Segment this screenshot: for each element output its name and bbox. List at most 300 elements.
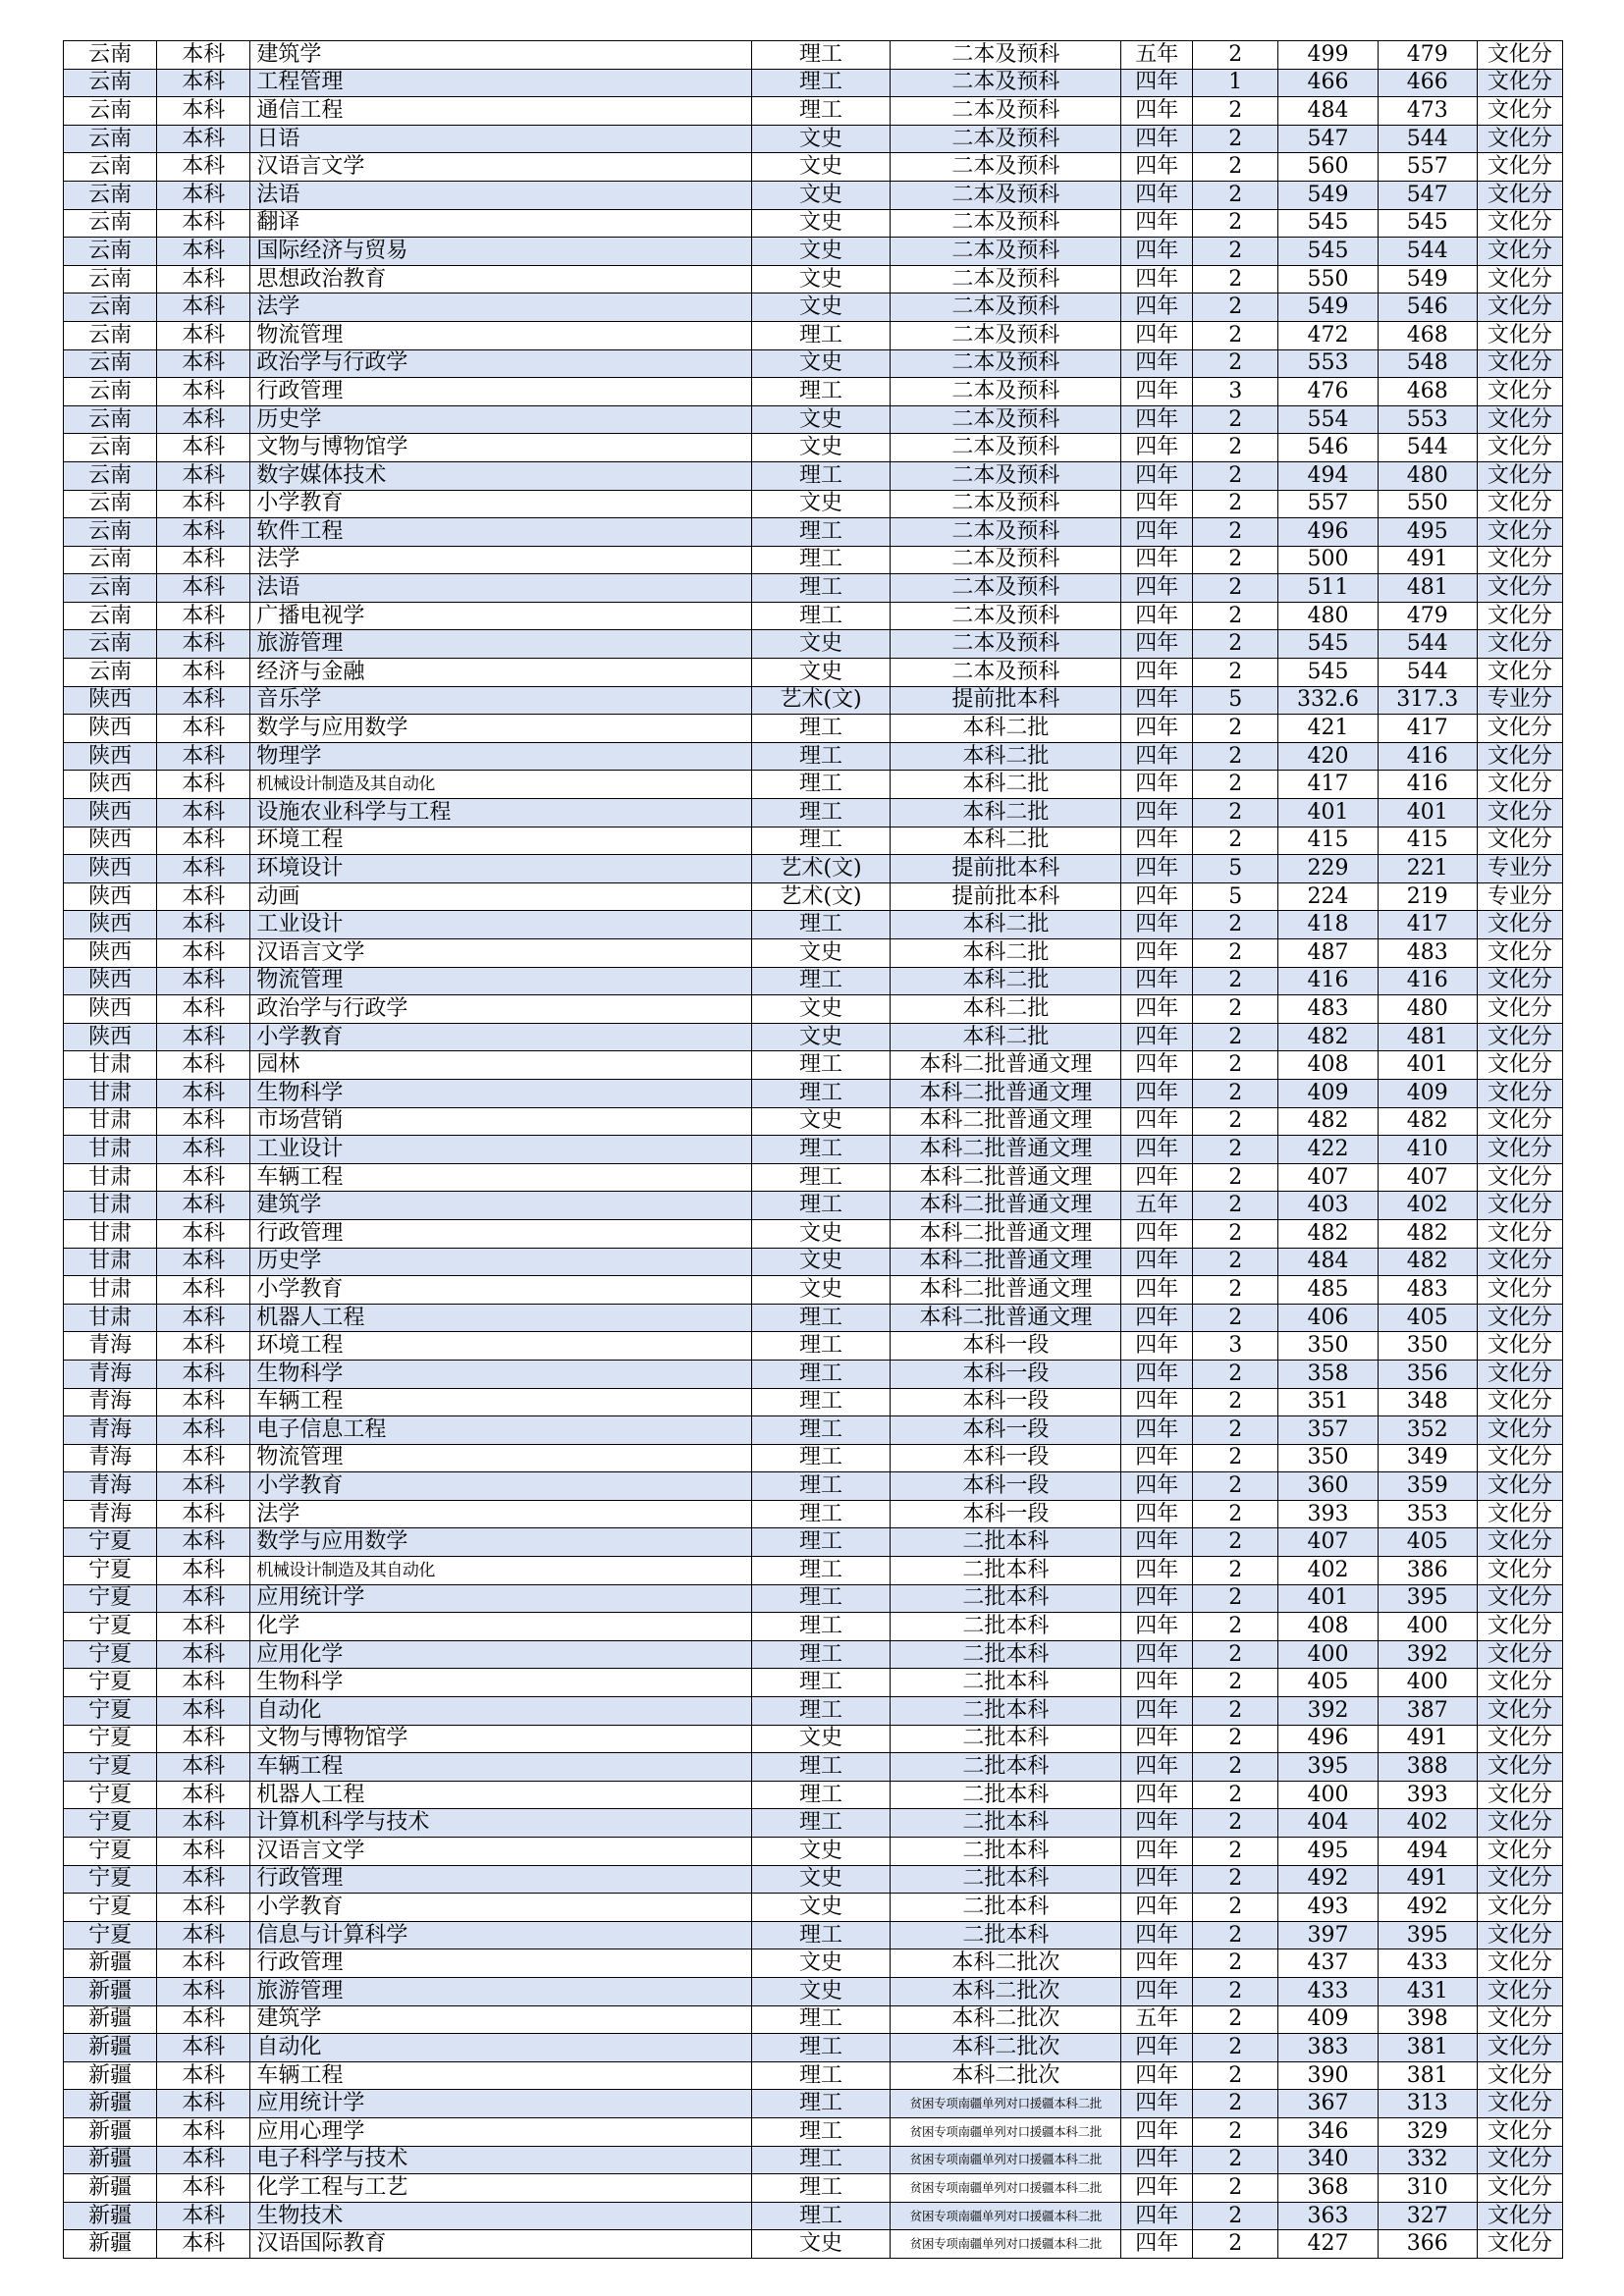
- min-score-cell: 353: [1378, 1500, 1477, 1528]
- major-cell: 电子科学与技术: [250, 2146, 751, 2174]
- batch-cell: 本科二批普通文理: [891, 1248, 1121, 1276]
- province-cell: 陕西: [64, 939, 157, 968]
- province-cell: 云南: [64, 69, 157, 97]
- major-cell: 环境工程: [250, 1332, 751, 1361]
- batch-cell: 二批本科: [891, 1557, 1121, 1585]
- table-row: [64, 1977, 1563, 2005]
- batch-cell: 本科二批次: [891, 2005, 1121, 2034]
- min-score-cell: 349: [1378, 1444, 1477, 1472]
- duration-cell: 四年: [1121, 1669, 1193, 1697]
- min-score-cell: 417: [1378, 715, 1477, 743]
- max-score-cell: 420: [1278, 742, 1378, 771]
- duration-cell: 四年: [1121, 939, 1193, 968]
- score-type-cell: 文化分: [1477, 2202, 1562, 2230]
- max-score-cell: 401: [1278, 799, 1378, 828]
- level-cell: 本科: [157, 2061, 250, 2090]
- province-cell: 云南: [64, 546, 157, 574]
- duration-cell: 四年: [1121, 2230, 1193, 2259]
- quota-cell: 2: [1193, 1557, 1278, 1585]
- max-score-cell: 360: [1278, 1472, 1378, 1501]
- duration-cell: 四年: [1121, 1360, 1193, 1388]
- table-row: [64, 2117, 1563, 2146]
- level-cell: 本科: [157, 686, 250, 715]
- quota-cell: 2: [1193, 97, 1278, 126]
- level-cell: 本科: [157, 602, 250, 630]
- min-score-cell: 416: [1378, 967, 1477, 995]
- min-score-cell: 219: [1378, 882, 1477, 911]
- score-type-cell: 文化分: [1477, 181, 1562, 209]
- level-cell: 本科: [157, 321, 250, 349]
- batch-cell: 本科二批次: [891, 2061, 1121, 2090]
- province-cell: 甘肃: [64, 1304, 157, 1332]
- quota-cell: 2: [1193, 1584, 1278, 1613]
- category-cell: 艺术(文): [751, 686, 891, 715]
- batch-cell: 二本及预科: [891, 574, 1121, 603]
- table-row: [64, 2174, 1563, 2203]
- max-score-cell: 492: [1278, 1865, 1378, 1894]
- score-type-cell: 文化分: [1477, 1163, 1562, 1192]
- duration-cell: 四年: [1121, 1557, 1193, 1585]
- province-cell: 新疆: [64, 2090, 157, 2118]
- table-row: [64, 799, 1563, 828]
- score-type-cell: 文化分: [1477, 69, 1562, 97]
- duration-cell: 四年: [1121, 181, 1193, 209]
- province-cell: 宁夏: [64, 1838, 157, 1866]
- max-score-cell: 485: [1278, 1276, 1378, 1305]
- level-cell: 本科: [157, 434, 250, 462]
- category-cell: 理工: [751, 1500, 891, 1528]
- batch-cell: 本科一段: [891, 1472, 1121, 1501]
- quota-cell: 2: [1193, 630, 1278, 659]
- quota-cell: 2: [1193, 1023, 1278, 1051]
- category-cell: 理工: [751, 799, 891, 828]
- category-cell: 理工: [751, 771, 891, 799]
- quota-cell: 2: [1193, 1613, 1278, 1641]
- province-cell: 云南: [64, 349, 157, 378]
- level-cell: 本科: [157, 518, 250, 547]
- score-type-cell: 文化分: [1477, 1528, 1562, 1557]
- table-row: [64, 490, 1563, 518]
- batch-cell: 二本及预科: [891, 238, 1121, 266]
- max-score-cell: 393: [1278, 1500, 1378, 1528]
- min-score-cell: 553: [1378, 405, 1477, 434]
- province-cell: 陕西: [64, 855, 157, 883]
- duration-cell: 四年: [1121, 1107, 1193, 1136]
- batch-cell: 本科二批: [891, 771, 1121, 799]
- max-score-cell: 350: [1278, 1444, 1378, 1472]
- duration-cell: 四年: [1121, 911, 1193, 939]
- level-cell: 本科: [157, 265, 250, 294]
- category-cell: 文史: [751, 1865, 891, 1894]
- min-score-cell: 329: [1378, 2117, 1477, 2146]
- min-score-cell: 350: [1378, 1332, 1477, 1361]
- score-type-cell: 文化分: [1477, 827, 1562, 855]
- province-cell: 云南: [64, 574, 157, 603]
- major-cell: 软件工程: [250, 518, 751, 547]
- min-score-cell: 395: [1378, 1921, 1477, 1949]
- quota-cell: 2: [1193, 771, 1278, 799]
- major-cell: 物理学: [250, 742, 751, 771]
- duration-cell: 四年: [1121, 686, 1193, 715]
- province-cell: 新疆: [64, 2117, 157, 2146]
- max-score-cell: 407: [1278, 1528, 1378, 1557]
- min-score-cell: 480: [1378, 995, 1477, 1024]
- min-score-cell: 332: [1378, 2146, 1477, 2174]
- quota-cell: 2: [1193, 827, 1278, 855]
- level-cell: 本科: [157, 1219, 250, 1248]
- quota-cell: 2: [1193, 1838, 1278, 1866]
- major-cell: 汉语言文学: [250, 939, 751, 968]
- level-cell: 本科: [157, 630, 250, 659]
- min-score-cell: 416: [1378, 742, 1477, 771]
- quota-cell: 2: [1193, 742, 1278, 771]
- batch-cell: 二本及预科: [891, 69, 1121, 97]
- max-score-cell: 363: [1278, 2202, 1378, 2230]
- level-cell: 本科: [157, 1640, 250, 1669]
- quota-cell: 2: [1193, 2202, 1278, 2230]
- category-cell: 文史: [751, 939, 891, 968]
- score-type-cell: 文化分: [1477, 1838, 1562, 1866]
- category-cell: 理工: [751, 574, 891, 603]
- table-row: [64, 1248, 1563, 1276]
- table-row: [64, 1528, 1563, 1557]
- level-cell: 本科: [157, 659, 250, 687]
- duration-cell: 四年: [1121, 1248, 1193, 1276]
- category-cell: 文史: [751, 1977, 891, 2005]
- table-row: [64, 1500, 1563, 1528]
- admission-score-table: [63, 40, 1563, 2259]
- batch-cell: 贫困专项南疆单列对口援疆本科二批: [891, 2230, 1121, 2259]
- major-cell: 市场营销: [250, 1107, 751, 1136]
- max-score-cell: 493: [1278, 1894, 1378, 1922]
- major-cell: 车辆工程: [250, 2061, 751, 2090]
- quota-cell: 2: [1193, 1107, 1278, 1136]
- table-row: [64, 1894, 1563, 1922]
- max-score-cell: 415: [1278, 827, 1378, 855]
- table-row: [64, 827, 1563, 855]
- category-cell: 文史: [751, 153, 891, 182]
- table-row: [64, 1051, 1563, 1080]
- table-row: [64, 209, 1563, 238]
- category-cell: 理工: [751, 1332, 891, 1361]
- max-score-cell: 357: [1278, 1416, 1378, 1445]
- duration-cell: 四年: [1121, 1838, 1193, 1866]
- min-score-cell: 491: [1378, 1865, 1477, 1894]
- level-cell: 本科: [157, 461, 250, 490]
- table-row: [64, 1276, 1563, 1305]
- category-cell: 理工: [751, 1192, 891, 1220]
- province-cell: 陕西: [64, 911, 157, 939]
- quota-cell: 2: [1193, 2117, 1278, 2146]
- quota-cell: 2: [1193, 1640, 1278, 1669]
- quota-cell: 2: [1193, 995, 1278, 1024]
- quota-cell: 2: [1193, 1051, 1278, 1080]
- min-score-cell: 407: [1378, 1163, 1477, 1192]
- min-score-cell: 402: [1378, 1192, 1477, 1220]
- major-cell: 生物科学: [250, 1079, 751, 1107]
- min-score-cell: 416: [1378, 771, 1477, 799]
- province-cell: 云南: [64, 153, 157, 182]
- level-cell: 本科: [157, 1949, 250, 1978]
- table-row: [64, 294, 1563, 322]
- batch-cell: 二本及预科: [891, 434, 1121, 462]
- batch-cell: 本科二批: [891, 939, 1121, 968]
- batch-cell: 二本及预科: [891, 378, 1121, 406]
- quota-cell: 2: [1193, 238, 1278, 266]
- major-cell: 政治学与行政学: [250, 349, 751, 378]
- quota-cell: 2: [1193, 2034, 1278, 2062]
- province-cell: 甘肃: [64, 1192, 157, 1220]
- table-row: [64, 2202, 1563, 2230]
- province-cell: 新疆: [64, 1977, 157, 2005]
- score-type-cell: 文化分: [1477, 461, 1562, 490]
- score-type-cell: 文化分: [1477, 209, 1562, 238]
- score-type-cell: 文化分: [1477, 518, 1562, 547]
- quota-cell: 2: [1193, 1219, 1278, 1248]
- quota-cell: 2: [1193, 1248, 1278, 1276]
- max-score-cell: 358: [1278, 1360, 1378, 1388]
- quota-cell: 2: [1193, 1472, 1278, 1501]
- province-cell: 宁夏: [64, 1921, 157, 1949]
- max-score-cell: 554: [1278, 405, 1378, 434]
- batch-cell: 本科二批普通文理: [891, 1051, 1121, 1080]
- duration-cell: 四年: [1121, 321, 1193, 349]
- table-row: [64, 2146, 1563, 2174]
- category-cell: 理工: [751, 1079, 891, 1107]
- batch-cell: 本科二批次: [891, 1949, 1121, 1978]
- table-row: [64, 265, 1563, 294]
- level-cell: 本科: [157, 1528, 250, 1557]
- quota-cell: 2: [1193, 1753, 1278, 1782]
- major-cell: 法语: [250, 574, 751, 603]
- score-type-cell: 文化分: [1477, 1500, 1562, 1528]
- min-score-cell: 386: [1378, 1557, 1477, 1585]
- table-row: [64, 1136, 1563, 1164]
- batch-cell: 本科二批: [891, 995, 1121, 1024]
- level-cell: 本科: [157, 2146, 250, 2174]
- major-cell: 机械设计制造及其自动化: [250, 771, 751, 799]
- min-score-cell: 431: [1378, 1977, 1477, 2005]
- score-type-cell: 文化分: [1477, 742, 1562, 771]
- major-cell: 法学: [250, 294, 751, 322]
- quota-cell: 2: [1193, 1192, 1278, 1220]
- min-score-cell: 491: [1378, 546, 1477, 574]
- min-score-cell: 409: [1378, 1079, 1477, 1107]
- score-type-cell: 文化分: [1477, 1219, 1562, 1248]
- max-score-cell: 229: [1278, 855, 1378, 883]
- score-type-cell: 文化分: [1477, 602, 1562, 630]
- level-cell: 本科: [157, 2034, 250, 2062]
- batch-cell: 本科一段: [891, 1360, 1121, 1388]
- table-row: [64, 1079, 1563, 1107]
- duration-cell: 四年: [1121, 238, 1193, 266]
- duration-cell: 四年: [1121, 574, 1193, 603]
- score-type-cell: 文化分: [1477, 1781, 1562, 1809]
- category-cell: 理工: [751, 1528, 891, 1557]
- major-cell: 生物科学: [250, 1360, 751, 1388]
- province-cell: 陕西: [64, 882, 157, 911]
- min-score-cell: 410: [1378, 1136, 1477, 1164]
- major-cell: 经济与金融: [250, 659, 751, 687]
- major-cell: 物流管理: [250, 967, 751, 995]
- score-type-cell: 文化分: [1477, 1809, 1562, 1838]
- duration-cell: 四年: [1121, 1219, 1193, 1248]
- duration-cell: 四年: [1121, 1416, 1193, 1445]
- level-cell: 本科: [157, 827, 250, 855]
- score-type-cell: 文化分: [1477, 265, 1562, 294]
- major-cell: 物流管理: [250, 1444, 751, 1472]
- score-type-cell: 文化分: [1477, 659, 1562, 687]
- batch-cell: 本科二批普通文理: [891, 1219, 1121, 1248]
- table-row: [64, 2061, 1563, 2090]
- score-type-cell: 文化分: [1477, 153, 1562, 182]
- batch-cell: 二批本科: [891, 1781, 1121, 1809]
- quota-cell: 2: [1193, 1865, 1278, 1894]
- quota-cell: 2: [1193, 181, 1278, 209]
- category-cell: 理工: [751, 1136, 891, 1164]
- max-score-cell: 511: [1278, 574, 1378, 603]
- duration-cell: 四年: [1121, 1304, 1193, 1332]
- level-cell: 本科: [157, 1051, 250, 1080]
- duration-cell: 四年: [1121, 434, 1193, 462]
- major-cell: 小学教育: [250, 1276, 751, 1305]
- batch-cell: 二批本科: [891, 1640, 1121, 1669]
- min-score-cell: 545: [1378, 209, 1477, 238]
- min-score-cell: 482: [1378, 1219, 1477, 1248]
- category-cell: 文史: [751, 1219, 891, 1248]
- duration-cell: 五年: [1121, 41, 1193, 70]
- min-score-cell: 482: [1378, 1248, 1477, 1276]
- major-cell: 小学教育: [250, 1894, 751, 1922]
- major-cell: 法学: [250, 1500, 751, 1528]
- batch-cell: 贫困专项南疆单列对口援疆本科二批: [891, 2117, 1121, 2146]
- quota-cell: 2: [1193, 659, 1278, 687]
- table-row: [64, 686, 1563, 715]
- province-cell: 新疆: [64, 2061, 157, 2090]
- category-cell: 理工: [751, 1472, 891, 1501]
- duration-cell: 四年: [1121, 827, 1193, 855]
- batch-cell: 本科一段: [891, 1444, 1121, 1472]
- min-score-cell: 398: [1378, 2005, 1477, 2034]
- level-cell: 本科: [157, 238, 250, 266]
- quota-cell: 2: [1193, 1276, 1278, 1305]
- score-type-cell: 文化分: [1477, 1725, 1562, 1753]
- max-score-cell: 545: [1278, 630, 1378, 659]
- table-row: [64, 1809, 1563, 1838]
- province-cell: 新疆: [64, 2146, 157, 2174]
- duration-cell: 四年: [1121, 1163, 1193, 1192]
- score-type-cell: 文化分: [1477, 1865, 1562, 1894]
- batch-cell: 二本及预科: [891, 518, 1121, 547]
- table-row: [64, 715, 1563, 743]
- major-cell: 数字媒体技术: [250, 461, 751, 490]
- category-cell: 文史: [751, 1023, 891, 1051]
- province-cell: 陕西: [64, 742, 157, 771]
- duration-cell: 四年: [1121, 1276, 1193, 1305]
- major-cell: 通信工程: [250, 97, 751, 126]
- level-cell: 本科: [157, 1388, 250, 1416]
- province-cell: 宁夏: [64, 1781, 157, 1809]
- level-cell: 本科: [157, 349, 250, 378]
- table-row: [64, 602, 1563, 630]
- duration-cell: 四年: [1121, 546, 1193, 574]
- quota-cell: 2: [1193, 546, 1278, 574]
- major-cell: 行政管理: [250, 378, 751, 406]
- major-cell: 日语: [250, 125, 751, 153]
- min-score-cell: 544: [1378, 238, 1477, 266]
- major-cell: 建筑学: [250, 2005, 751, 2034]
- quota-cell: 3: [1193, 1332, 1278, 1361]
- category-cell: 文史: [751, 209, 891, 238]
- max-score-cell: 433: [1278, 1977, 1378, 2005]
- major-cell: 行政管理: [250, 1219, 751, 1248]
- min-score-cell: 381: [1378, 2061, 1477, 2090]
- score-type-cell: 文化分: [1477, 1697, 1562, 1726]
- category-cell: 文史: [751, 1838, 891, 1866]
- category-cell: 理工: [751, 2146, 891, 2174]
- duration-cell: 四年: [1121, 1640, 1193, 1669]
- table-row: [64, 1107, 1563, 1136]
- major-cell: 旅游管理: [250, 630, 751, 659]
- score-type-cell: 文化分: [1477, 2005, 1562, 2034]
- level-cell: 本科: [157, 41, 250, 70]
- score-type-cell: 专业分: [1477, 686, 1562, 715]
- batch-cell: 本科二批: [891, 911, 1121, 939]
- min-score-cell: 310: [1378, 2174, 1477, 2203]
- batch-cell: 本科二批普通文理: [891, 1136, 1121, 1164]
- table-row: [64, 181, 1563, 209]
- category-cell: 理工: [751, 1557, 891, 1585]
- province-cell: 云南: [64, 518, 157, 547]
- province-cell: 宁夏: [64, 1528, 157, 1557]
- score-type-cell: 文化分: [1477, 1977, 1562, 2005]
- min-score-cell: 548: [1378, 349, 1477, 378]
- score-type-cell: 文化分: [1477, 1192, 1562, 1220]
- table-row: [64, 911, 1563, 939]
- table-row: [64, 742, 1563, 771]
- score-type-cell: 文化分: [1477, 405, 1562, 434]
- max-score-cell: 482: [1278, 1219, 1378, 1248]
- min-score-cell: 356: [1378, 1360, 1477, 1388]
- max-score-cell: 351: [1278, 1388, 1378, 1416]
- level-cell: 本科: [157, 2090, 250, 2118]
- quota-cell: 2: [1193, 1725, 1278, 1753]
- major-cell: 政治学与行政学: [250, 995, 751, 1024]
- score-type-cell: 文化分: [1477, 1107, 1562, 1136]
- batch-cell: 二本及预科: [891, 294, 1121, 322]
- quota-cell: 2: [1193, 1921, 1278, 1949]
- quota-cell: 2: [1193, 2005, 1278, 2034]
- quota-cell: 2: [1193, 1304, 1278, 1332]
- table-row: [64, 1669, 1563, 1697]
- batch-cell: 本科一段: [891, 1388, 1121, 1416]
- duration-cell: 四年: [1121, 995, 1193, 1024]
- score-type-cell: 文化分: [1477, 2034, 1562, 2062]
- quota-cell: 2: [1193, 574, 1278, 603]
- duration-cell: 四年: [1121, 799, 1193, 828]
- table-body: [64, 41, 1563, 2259]
- quota-cell: 2: [1193, 1809, 1278, 1838]
- duration-cell: 四年: [1121, 1697, 1193, 1726]
- level-cell: 本科: [157, 1444, 250, 1472]
- score-type-cell: 文化分: [1477, 967, 1562, 995]
- score-type-cell: 文化分: [1477, 1949, 1562, 1978]
- table-row: [64, 574, 1563, 603]
- min-score-cell: 481: [1378, 574, 1477, 603]
- quota-cell: 2: [1193, 1416, 1278, 1445]
- duration-cell: 四年: [1121, 882, 1193, 911]
- table-row: [64, 2005, 1563, 2034]
